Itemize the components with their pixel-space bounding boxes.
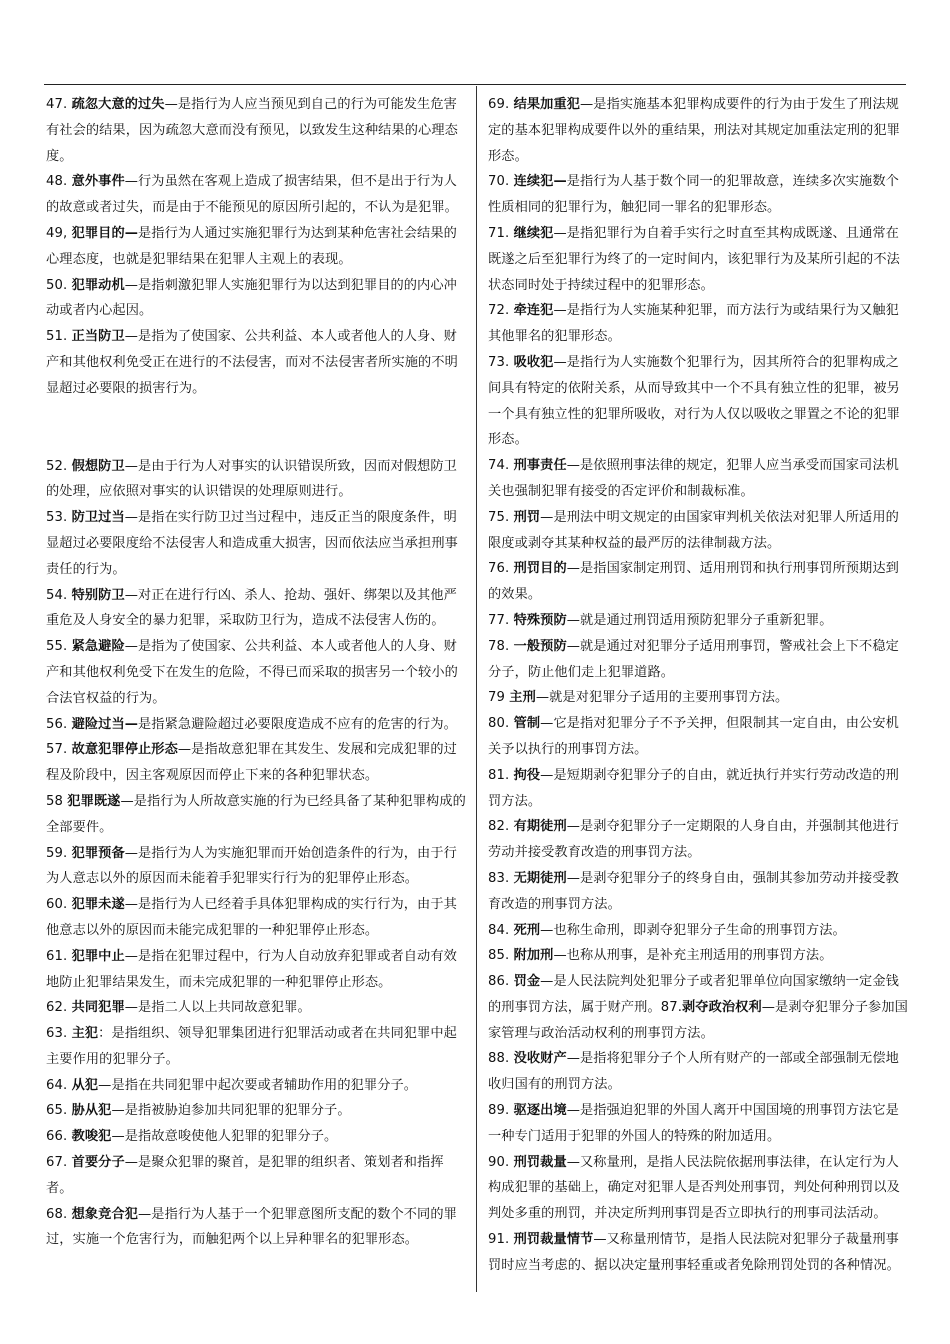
entry-number: 49, (46, 225, 68, 241)
definition-entry (488, 92, 908, 169)
entry-number: 85. (488, 948, 510, 964)
entry-term: 首要分子 (71, 1155, 125, 1171)
entry-term: 一般预防 (513, 638, 567, 654)
entry-definition: —是指为了使国家、公共利益、本人或者他人的人身、财产和其他权利免受下在发生的危险，不得已而采取的损害另一个较小的合法官权益的行为。 (46, 639, 458, 706)
entry-number: 68. (46, 1206, 68, 1222)
entry-number: 47. (46, 97, 68, 112)
definition-entry (46, 1124, 466, 1150)
entry-term: 避险过当— (71, 716, 139, 732)
entry-term: 防卫过当 (71, 510, 125, 526)
entry-term: 故意犯罪停止形态 (71, 742, 178, 758)
entry-term: 结果加重犯 (513, 97, 581, 112)
entry-number: 88. (488, 1051, 510, 1067)
entry-definition: —是剥夺犯罪分子参加国家管理与政治活动权利的刑事罚方法。 (488, 999, 908, 1041)
entry-number: 56. (46, 716, 68, 732)
entry-definition: —是指在犯罪过程中，行为人自动放弃犯罪或者自动有效地防止犯罪结果发生，而未完成犯罪的一种犯罪停止形态。 (46, 948, 457, 990)
entry-term: 剥夺政治权利 (682, 999, 762, 1015)
entry-term: 正当防卫 (71, 329, 125, 345)
entry-number: 66. (46, 1129, 68, 1145)
definition-entry (488, 221, 908, 298)
entry-number: 73. (488, 354, 510, 370)
entry-term: 刑罚 (513, 509, 541, 525)
definition-entry (46, 454, 466, 506)
left-column (46, 92, 466, 1253)
entry-number: 65. (46, 1103, 68, 1119)
entry-definition: —是指在实行防卫过当过程中，违反正当的限度条件，明显超过必要限度给不法侵害人和造成重大损害，因而依法应当承担刑事责任的行为。 (46, 510, 458, 577)
entry-number: 59. (46, 845, 68, 861)
definition-entry (488, 918, 908, 944)
entry-term: 胁从犯 (71, 1103, 112, 1119)
entry-term: 无期徒刑 (513, 870, 567, 886)
entry-definition: —是指行为人已经着手具体犯罪构成的实行行为，由于其他意志以外的原因而未能完成犯罪的一种犯罪停止形态。 (46, 897, 457, 938)
definition-entry (46, 841, 466, 893)
entry-definition: —又称量刑情节，是指人民法院对犯罪分子裁量刑事罚时应当考虑的、据以决定量刑事轻重或者免除刑罚处罚的各种情况。 (488, 1232, 900, 1273)
column-divider (476, 86, 477, 1292)
definition-entry (46, 1202, 466, 1254)
definition-entry (488, 814, 908, 866)
definition-entry (488, 1046, 908, 1098)
entry-term: 犯罪目的— (71, 225, 139, 241)
entry-term: 管制 (513, 716, 541, 732)
definition-entry (46, 221, 466, 273)
entry-term: 犯罪动机 (71, 277, 125, 293)
entry-term: 意外事件 (71, 174, 125, 190)
definition-entry (46, 944, 466, 996)
entry-definition: —就是通过刑罚适用预防犯罪分子重新犯罪。 (566, 612, 833, 628)
entry-definition: —是依照刑事法律的规定，犯罪人应当承受而国家司法机关也强制犯罪有接受的否定评价和制裁标准。 (488, 458, 899, 499)
entry-definition: —它是指对犯罪分子不予关押，但限制其一定自由，由公安机关予以执行的刑事罚方法。 (488, 716, 899, 757)
entry-term: 教唆犯 (71, 1129, 112, 1145)
definition-entry (488, 763, 908, 815)
definition-entry (488, 1098, 908, 1150)
entry-term: 犯罪既遂 (67, 793, 121, 809)
entry-definition: 是指行为人基于数个同一的犯罪故意，连续多次实施数个性质相同的犯罪行为，触犯同一罪名的犯罪形态。 (488, 174, 899, 216)
entry-term: 连续犯— (513, 174, 567, 190)
entry-number: 80. (488, 716, 510, 732)
entry-term: 犯罪中止 (71, 948, 125, 964)
entry-definition: —是指国家制定刑罚、适用刑罚和执行刑事罚所预期达到的效果。 (488, 561, 899, 603)
header-rule (44, 84, 906, 85)
entry-term: 特殊预防 (513, 612, 567, 628)
entry-definition: —是指行为人实施某种犯罪，而方法行为或结果行为又触犯其他罪名的犯罪形态。 (488, 303, 899, 345)
definition-entry (46, 1150, 466, 1202)
entry-definition: —是指故意犯罪在其发生、发展和完成犯罪的过程及阶段中，因主客观原因而停止下来的各种犯罪状态。 (46, 742, 457, 784)
definition-entry (488, 969, 908, 1046)
entry-term: 有期徒刑 (513, 819, 567, 835)
entry-number: 77. (488, 612, 510, 628)
entry-term: 想象竞合犯 (71, 1206, 139, 1222)
entry-definition: ：是指组织、领导犯罪集团进行犯罪活动或者在共同犯罪中起主要作用的犯罪分子。 (46, 1026, 457, 1067)
entry-definition: —是人民法院判处犯罪分子或者犯罪单位向国家缴纳一定金钱的刑事罚方法，属于财产刑。87. (488, 974, 899, 1015)
definition-entry (46, 712, 466, 738)
entry-number: 82. (488, 819, 510, 835)
definition-entry (488, 1150, 908, 1227)
entry-definition: —是指将犯罪分子个人所有财产的一部或全部强制无偿地收归国有的刑罚方法。 (488, 1051, 899, 1093)
entry-number: 57. (46, 742, 68, 758)
entry-number: 72. (488, 303, 510, 319)
entry-definition: 是指紧急避险超过必要限度造成不应有的危害的行为。 (138, 716, 457, 732)
definition-entry (488, 505, 908, 557)
definition-entry (488, 169, 908, 221)
entry-definition: —就是对犯罪分子适用的主要刑事罚方法。 (535, 690, 789, 706)
definition-entry (46, 1073, 466, 1099)
entry-definition: —是指强迫犯罪的外国人离开中国国境的刑事罚方法它是一种专门适用于犯罪的外国人的特殊的附加适用。 (488, 1103, 899, 1144)
entry-term: 从犯 (71, 1077, 99, 1093)
entry-number: 70. (488, 174, 510, 190)
entry-definition: —是指被胁迫参加共同犯罪的犯罪分子。 (111, 1103, 351, 1119)
entry-definition: —是聚众犯罪的聚首，是犯罪的组织者、策划者和指挥者。 (46, 1155, 444, 1196)
entry-term: 主刑 (509, 690, 536, 706)
definition-entry (46, 995, 466, 1021)
entry-term: 继续犯 (513, 225, 554, 241)
entry-number: 54. (46, 587, 68, 603)
entry-term: 犯罪未遂 (71, 897, 125, 913)
entry-definition: —就是通过对犯罪分子适用刑事罚，警戒社会上下不稳定分子，防止他们走上犯罪道路。 (488, 638, 899, 680)
entry-term: 刑罚目的 (513, 561, 567, 577)
entry-definition: —是指行为人应当预见到自己的行为可能发生危害有社会的结果，因为疏忽大意而没有预见，以致发生这种结果的心理态度。 (46, 97, 458, 164)
entry-term: 疏忽大意的过失 (71, 97, 165, 112)
entry-number: 67. (46, 1155, 68, 1171)
entry-definition: —是指为了使国家、公共利益、本人或者他人的人身、财产和其他权利免受正在进行的不法侵害，而对不法侵害者所实施的不明显超过必要限的损害行为。 (46, 329, 458, 396)
definition-entry (46, 634, 466, 711)
definition-entry (488, 298, 908, 350)
definition-entry (46, 1021, 466, 1073)
entry-number: 52. (46, 458, 68, 474)
entry-number: 60. (46, 897, 68, 913)
entry-number: 78. (488, 638, 510, 654)
entry-term: 主犯 (71, 1026, 99, 1042)
entry-number: 61. (46, 948, 68, 964)
entry-definition: —是短期剥夺犯罪分子的自由，就近执行并实行劳动改造的刑罚方法。 (488, 767, 899, 809)
definition-entry (488, 556, 908, 608)
entry-definition: —行为虽然在客观上造成了损害结果，但不是出于行为人的故意或者过失，而是由于不能预见的原因所引起的，不认为是犯罪。 (46, 174, 458, 216)
entry-term: 附加刑 (513, 948, 554, 964)
definition-entry (488, 685, 908, 711)
entry-definition: —是指故意唆使他人犯罪的犯罪分子。 (111, 1129, 338, 1145)
entry-term: 刑事责任 (513, 458, 567, 474)
definition-entry (46, 273, 466, 325)
entry-definition: —也称生命刑，即剥夺犯罪分子生命的刑事罚方法。 (540, 922, 846, 938)
entry-term: 假想防卫 (71, 458, 125, 474)
definition-entry (488, 453, 908, 505)
entry-number: 64. (46, 1077, 68, 1093)
entry-term: 死刑 (513, 922, 541, 938)
entry-definition: —是指行为人实施数个犯罪行为，因其所符合的犯罪构成之间具有特定的依附关系，从而导致其中一个不具有独立性的犯罪，被另一个具有独立性的犯罪所吸收，对行为人仅以吸收之罪置之不论的犯罪形态。 (488, 354, 900, 448)
entry-number: 58 (46, 793, 63, 809)
definition-entry (488, 943, 908, 969)
entry-definition: 是指行为人通过实施犯罪行为达到某种危害社会结果的心理态度，也就是犯罪结果在犯罪人主观上的表现。 (46, 225, 457, 267)
blank-spacer (46, 402, 466, 454)
definition-entry (46, 583, 466, 635)
entry-definition: —是指行为人所故意实施的行为已经具备了某种犯罪构成的全部要件。 (46, 793, 466, 835)
definition-entry (46, 892, 466, 944)
entry-definition: —是刑法中明文规定的由国家审判机关依法对犯罪人所适用的限度或剥夺其某种权益的最严厉的法律制裁方法。 (488, 509, 899, 551)
entry-definition: —是指行为人基于一个犯罪意图所支配的数个不同的罪过，实施一个危害行为，而触犯两个以上异种罪名的犯罪形态。 (46, 1206, 457, 1248)
entry-definition: —是指刺激犯罪人实施犯罪行为以达到犯罪目的的内心冲动或者内心起因。 (46, 277, 457, 319)
definition-entry (488, 711, 908, 763)
entry-definition: —是指在共同犯罪中起次要或者辅助作用的犯罪分子。 (98, 1077, 418, 1093)
entry-number: 48. (46, 174, 68, 190)
entry-definition: —是剥夺犯罪分子的终身自由，强制其参加劳动并接受教育改造的刑事罚方法。 (488, 870, 899, 912)
entry-definition: —是由于行为人对事实的认识错误所致，因而对假想防卫的处理，应依照对事实的认识错误的处理原则进行。 (46, 458, 457, 500)
entry-number: 86. (488, 974, 510, 990)
entry-definition: —是指二人以上共同故意犯罪。 (124, 1000, 311, 1016)
entry-number: 76. (488, 561, 510, 577)
entry-number: 79 (488, 690, 505, 706)
entry-term: 牵连犯 (513, 303, 554, 319)
entry-number: 71. (488, 225, 510, 241)
entry-term: 犯罪预备 (71, 845, 125, 861)
entry-term: 刑罚裁量 (513, 1154, 567, 1170)
entry-number: 69. (488, 97, 510, 112)
entry-number: 91. (488, 1232, 510, 1248)
entry-definition: —对正在进行行凶、杀人、抢劫、强奸、绑架以及其他严重危及人身安全的暴力犯罪，采取防卫行为，造成不法侵害人伤的。 (46, 587, 457, 629)
entry-term: 吸收犯 (513, 354, 554, 370)
entry-number: 53. (46, 510, 68, 526)
entry-number: 89. (488, 1103, 510, 1119)
entry-term: 驱逐出境 (513, 1103, 567, 1119)
definition-entry (46, 505, 466, 582)
entry-term: 刑罚裁量情节 (513, 1232, 594, 1248)
definition-entry (46, 737, 466, 789)
entry-term: 紧急避险 (71, 639, 125, 655)
definition-entry (488, 866, 908, 918)
entry-number: 84. (488, 922, 510, 938)
entry-term: 共同犯罪 (71, 1000, 125, 1016)
entry-term: 罚金 (513, 974, 541, 990)
entry-number: 62. (46, 1000, 68, 1016)
definition-entry (488, 608, 908, 634)
definition-entry (46, 324, 466, 401)
entry-definition: —又称量刑，是指人民法院依据刑事法律，在认定行为人构成犯罪的基础上，确定对犯罪人是否判处刑事罚，判处何种刑罚以及判处多重的刑罚，并决定所判刑事罚是否立即执行的刑事司法活动。 (488, 1154, 900, 1222)
definition-entry (46, 92, 466, 169)
definition-entry (488, 1227, 908, 1279)
entry-definition: —也称从刑事，是补充主刑适用的刑事罚方法。 (553, 948, 833, 964)
definition-entry (46, 789, 466, 841)
entry-number: 55. (46, 639, 68, 655)
definition-entry (488, 350, 908, 453)
entry-number: 63. (46, 1026, 68, 1042)
right-column (488, 92, 908, 1279)
entry-number: 74. (488, 458, 510, 474)
entry-definition: —是指实施基本犯罪构成要件的行为由于发生了刑法规定的基本犯罪构成要件以外的重结果，刑法对其规定加重法定刑的犯罪形态。 (488, 97, 900, 164)
entry-definition: —是剥夺犯罪分子一定期限的人身自由，并强制其他进行劳动并接受教育改造的刑事罚方法。 (488, 819, 899, 861)
entry-number: 51. (46, 329, 68, 345)
entry-number: 81. (488, 767, 510, 783)
entry-term: 特别防卫 (71, 587, 125, 603)
entry-number: 50. (46, 277, 68, 293)
entry-number: 90. (488, 1154, 510, 1170)
entry-definition: —是指行为人为实施犯罪而开始创造条件的行为，由于行为人意志以外的原因而未能着手犯罪实行行为的犯罪停止形态。 (46, 845, 457, 887)
entry-number: 75. (488, 509, 510, 525)
definition-entry (46, 169, 466, 221)
entry-number: 83. (488, 870, 510, 886)
definition-entry (46, 1098, 466, 1124)
entry-term: 没收财产 (513, 1051, 567, 1067)
definition-entry (488, 634, 908, 686)
entry-definition: —是指犯罪行为自着手实行之时直至其构成既遂、且通常在既遂之后至犯罪行为终了的一定时间内，该犯罪行为及某所引起的不法状态同时处于持续过程中的犯罪形态。 (488, 225, 900, 293)
entry-term: 拘役 (513, 767, 541, 783)
